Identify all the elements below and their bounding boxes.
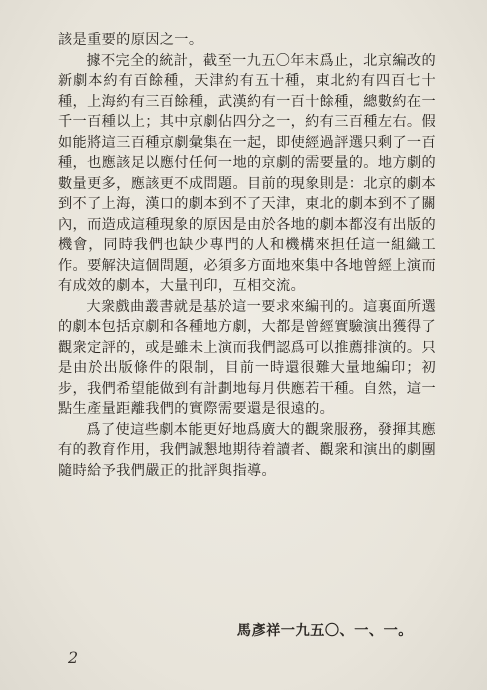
paragraph-appeal: 爲了使這些劇本能更好地爲廣大的觀衆服務，發揮其應有的教育作用，我們誠懇地期待着讀者、觀衆和演出的劇團隨時給予我們嚴正的批評與指導。 bbox=[58, 421, 436, 479]
paragraph-statistics: 據不完全的統計，截至一九五〇年末爲止，北京編改的新劇本約有百餘種，天津約有五十種，東北約有四百七十種，上海約有三百餘種，武漢約有一百十餘種，總數約在一千一百種以上；其中京劇佔四分之一，約有三百種左右。假如能將這三百種京劇彙集在一起，即使經過評選只剩了一百種，也應該足以應付任何一地的京劇的需要量的。地方劇的數量更多，應該更不成問題。目前的現象則是：北京的劇本到不了上海，漢口的劇本到不了天津，東北的劇本到不了關內，而造成這種現象的原因是由於各地的劇本都沒有出版的機會，同時我們也缺少專門的人和機構來担任這一組織工作。要解決這個問題，必須多方面地來集中各地曾經上演而有成效的劇本，大量刊印，互相交流。 bbox=[58, 52, 436, 294]
paragraph-series-purpose: 大衆戲曲叢書就是基於這一要求來編刊的。這裏面所選的劇本包括京劇和各種地方劇，大都是曾經實驗演出獲得了觀衆定評的，或是雖未上演而我們認爲可以推薦排演的。只是由於出版條件的限制，目前一時還很難大量地編印；初步，我們希望能做到有計劃地每月供應若干種。自然，這一點生產量距離我們的實際需要還是很遠的。 bbox=[58, 298, 436, 417]
body-text bbox=[58, 30, 436, 481]
intro-line: 該是重要的原因之一。 bbox=[58, 32, 204, 48]
signature: 馬彥祥一九五〇、一、一。 bbox=[236, 623, 413, 639]
page-number: 2 bbox=[68, 648, 79, 667]
